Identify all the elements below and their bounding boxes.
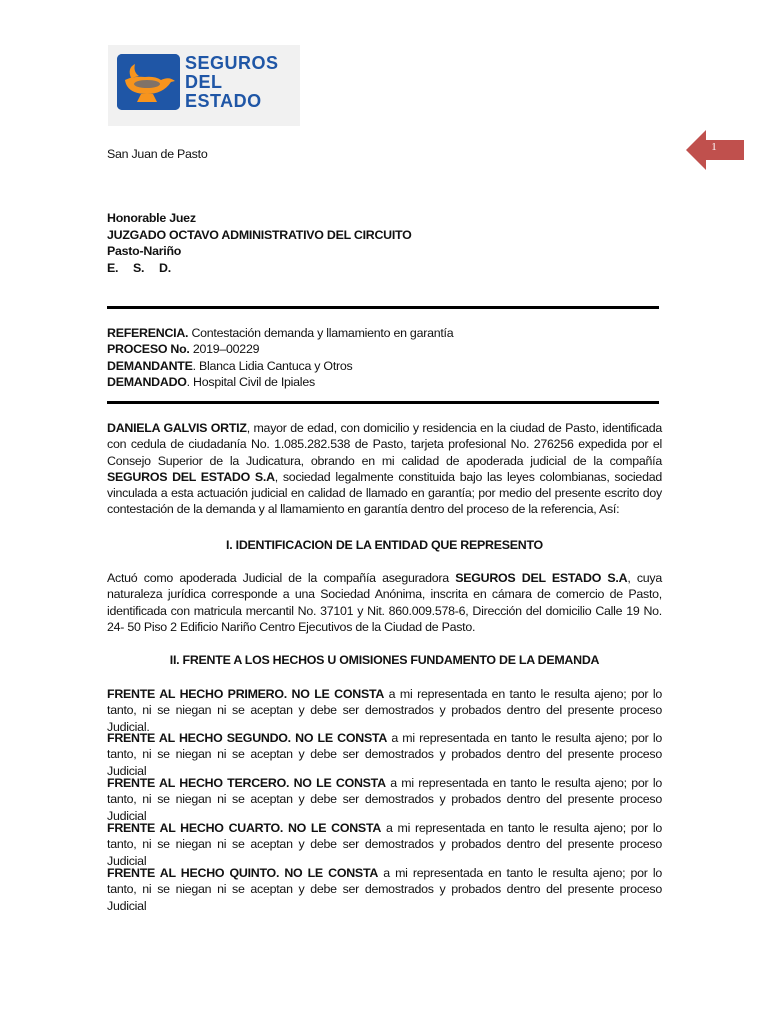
reference-block	[107, 325, 662, 391]
esd-line: E. S. D.	[107, 260, 171, 275]
company-logo	[108, 45, 300, 126]
logo-wordmark: SEGUROS DEL ESTADO	[185, 53, 279, 111]
section-1-paragraph: Actuó como apoderada Judicial de la compañía aseguradora SEGUROS DEL ESTADO S.A, cuya naturaleza jurídica corresponde a una Sociedad Anónima, inscrita en cámara de comercio de Pasto, identificada con matricula mercantil No. 37101 y Nit. 860.009.578-6, Dirección del domicilio Calle 19 No. 24- 50 Piso 2 Edificio Nariño Centro Ejecutivos de la Ciudad de Pasto.	[107, 571, 662, 634]
page-number: 1	[711, 141, 717, 153]
fact-paragraph: FRENTE AL HECHO SEGUNDO. NO LE CONSTA a mi representada en tanto le resulta ajeno; por lo tanto, ni se niegan ni se aceptan y debe ser demostrados y probados dentro del presente proceso Judicial	[107, 731, 662, 778]
fact-paragraph: FRENTE AL HECHO CUARTO. NO LE CONSTA a mi representada en tanto le resulta ajeno; por lo tanto, ni se niegan ni se aceptan y debe ser demostrados y probados dentro del presente proceso Judicial	[107, 821, 662, 868]
city-line: San Juan de Pasto	[107, 147, 208, 161]
intro-paragraph: DANIELA GALVIS ORTIZ, mayor de edad, con domicilio y residencia en la ciudad de Pasto, identificada con cedula de ciudadanía No. 1.085.282.538 de Pasto, tarjeta profesional No. 276256 expedida por el Consejo Superior de la Judicatura, obrando en mi calidad de apoderada judicial de la compañía SEGUROS DEL ESTADO S.A, sociedad legalmente constituida bajo las leyes colombianas, sociedad vinculada a esta actuación judicial en calidad de llamado en garantía; por medio del presente escrito doy contestación de la demanda y al llamamiento en garantía dentro del proceso de la referencia, Así:	[107, 421, 663, 517]
fact-paragraph: FRENTE AL HECHO TERCERO. NO LE CONSTA a mi representada en tanto le resulta ajeno; por lo tanto, ni se niegan ni se aceptan y debe ser demostrados y probados dentro del presente proceso Judicial	[107, 776, 662, 823]
divider-top	[107, 306, 659, 309]
lamp-icon	[117, 54, 180, 110]
section-2-heading: II. FRENTE A LOS HECHOS U OMISIONES FUNDAMENTO DE LA DEMANDA	[169, 653, 600, 667]
fact-paragraph: FRENTE AL HECHO PRIMERO. NO LE CONSTA a mi representada en tanto le resulta ajeno; por lo tanto, ni se niegan ni se aceptan y debe ser demostrados y probados dentro del presente proceso Judicial.	[107, 687, 662, 734]
addressee-location: Pasto-Nariño	[107, 244, 182, 259]
addressee-title: Honorable Juez	[107, 211, 196, 225]
divider-bottom	[107, 401, 659, 404]
defendant-line: DEMANDADO. Hospital Civil de Ipiales	[107, 375, 315, 390]
addressee-court: JUZGADO OCTAVO ADMINISTRATIVO DEL CIRCUITO	[107, 227, 412, 242]
process-line: PROCESO No. 2019–00229	[107, 342, 260, 357]
section-1-heading: I. IDENTIFICACION DE LA ENTIDAD QUE REPRESENTO	[226, 538, 543, 552]
addressee-block	[107, 210, 662, 276]
reference-line: REFERENCIA. Contestación demanda y llamamiento en garantía	[107, 326, 454, 340]
fact-paragraph: FRENTE AL HECHO QUINTO. NO LE CONSTA a mi representada en tanto le resulta ajeno; por lo tanto, ni se niegan ni se aceptan y debe ser demostrados y probados dentro del presente proceso Judicial	[107, 866, 662, 913]
plaintiff-line: DEMANDANTE. Blanca Lidia Cantuca y Otros	[107, 358, 353, 373]
